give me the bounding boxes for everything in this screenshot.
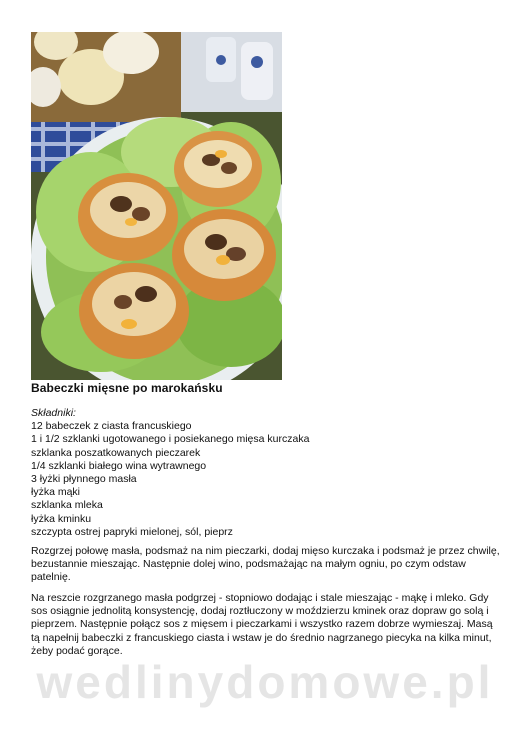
ingredient-item: łyżka mąki (31, 486, 81, 499)
ingredient-item: 1/4 szklanki białego wina wytrawnego (31, 459, 207, 472)
ingredient-item: szklanka poszatkowanych pieczarek (31, 446, 201, 459)
ingredients-label: Składniki: (31, 407, 76, 419)
ingredient-item: szklanka mleka (31, 499, 103, 512)
instructions-paragraph-2: Na reszcie rozgrzanego masła podgrzej - stopniowo dodając i stale mieszając - mąkę i mleko. Gdy sos osiągnie jednolitą konsystencję, dodaj roztłuczony w moździerzu kminek oraz dopraw go solą i pieprzem. Następnie połącz sos z mięsem i pieczarkami i wszystko razem dobrze wymieszaj. Masą tą napełnij babeczki z francuskiego ciasta i wstaw je do średnio nagrzanego piecyka na kilka minut, żeby podać gorące. (31, 592, 493, 657)
ingredient-item: szczypta ostrej papryki mielonej, sól, pieprz (31, 525, 233, 538)
ingredient-item: łyżka kminku (31, 512, 92, 525)
recipe-photo (31, 32, 282, 380)
ingredient-item: 1 i 1/2 szklanki ugotowanego i posiekanego mięsa kurczaka (31, 433, 310, 446)
ingredients-section (31, 407, 501, 539)
recipe-title: Babeczki mięsne po marokańsku (31, 381, 223, 395)
site-watermark: wedlinydomowe.pl (36, 656, 494, 708)
ingredient-item: 3 łyżki płynnego masła (31, 473, 137, 486)
ingredient-item: 12 babeczek z ciasta francuskiego (31, 420, 192, 433)
instructions-paragraph-1: Rozgrzej połowę masła, podsmaż na nim pieczarki, dodaj mięso kurczaka i podsmaż je przez chwilę, bezustannie mieszając. Następnie dolej wino, podsmażając na małym ogniu, po czym odstaw patelnię. (31, 545, 500, 584)
